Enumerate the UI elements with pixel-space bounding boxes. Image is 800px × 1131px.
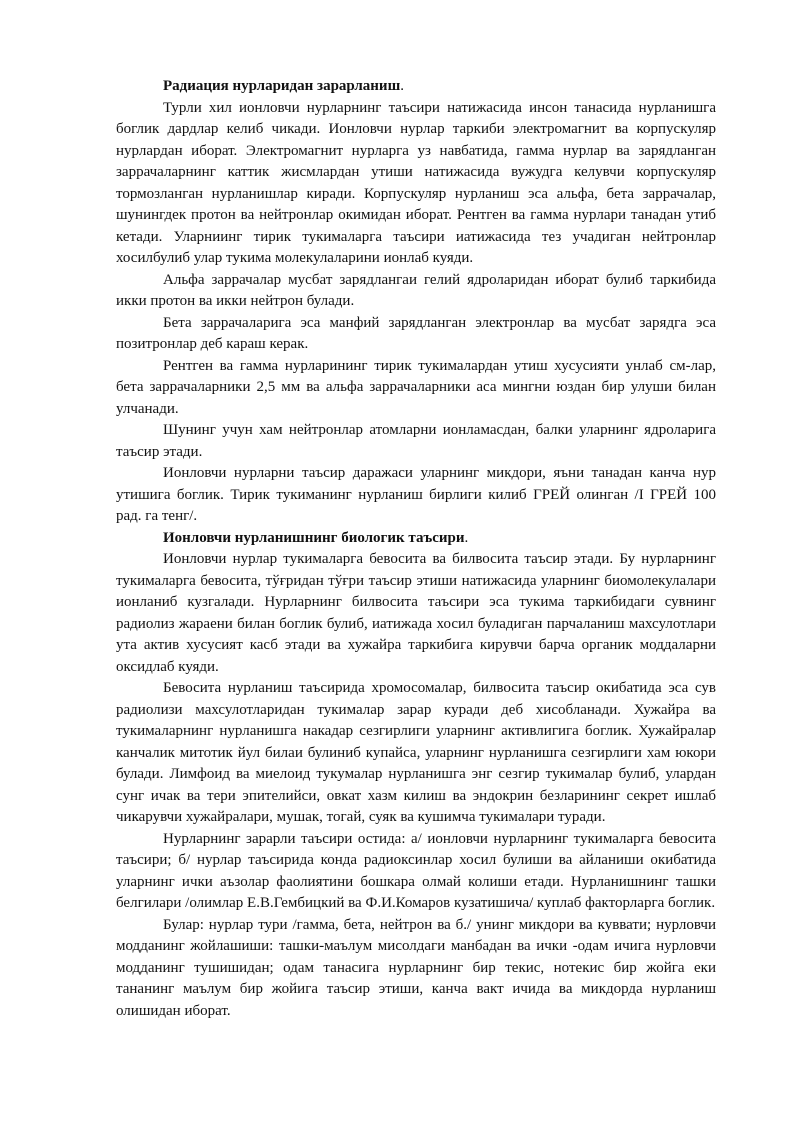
heading-period: . [400,78,404,94]
paragraph: Ионловчи нурларни таъсир даражаси уларнинг микдори, яъни танадан канча нур утишига боглик. Тирик тукиманинг нурланиш бирлиги килиб ГРЕЙ олинган /I ГРЕЙ 100 рад. га тенг/. [116,465,716,524]
heading-text: Радиация нурларидан зарарланиш [163,78,401,94]
paragraph: Бета заррачаларига эса манфий зарядланган электронлар ва мусбат зарядга эса позитронлар деб караш керак. [116,314,716,352]
heading-period: . [464,529,469,546]
paragraph: Альфа заррачалар мусбат зарядлангаи гелий ядроларидан иборат булиб таркибида икки протон ва икки нейтрон булади. [116,271,716,309]
paragraph: Булар: нурлар тури /гамма, бета, нейтрон ва б./ унинг микдори ва куввати; нурловчи модданинг жойлашиши: ташки-маълум мисолдаги манбадан ва ички -одам ичига нурловчи модданинг тушишидан; одам танасига нурларнинг бир текис, нотекис бир жойга еки тананинг маълум бир жойига таъсир этиши, канча вакт ичида ва микдорда нурланиш олишидан иборат. [116,916,716,1019]
paragraph: Турли хил ионловчи нурларнинг таъсири натижасида инсон танасида нурланишга боглик дардлар келиб чикади. Ионловчи нурлар таркиби электромагнит ва корпускуляр нурлардан иборат. Электромагнит нурларга уз навбатида, гамма нурлар ва зарядланган заррачаларнинг каттик жисмлардан утиши натижасида вужудга келувчи корпускуляр тормозланган нурланишлар киради. Корпускуляр нурланиш эса альфа, бета заррачалар, шунингдек протон ва нейтронлар окимидан иборат. Рентген ва гамма нурлари танадан утиб кетади. Уларниинг тирик тукималарга таъсири иатижасида тез учадиган нейтронлар хосилбулиб улар тукима молекулаларини ионлаб куяди. [116,99,716,266]
paragraph: Бевосита нурланиш таъсирида хромосомалар, билвосита таъсир окибатида эса сув радиолизи махсулотларидан тукималар зарар куради деб хисобланади. Хужайра ва тукималарнинг нурланишга накадар сезгирлиги уларнинг активлигига боглик. Хужайралар канчалик митотик йул билаи булиниб купайса, уларнинг нурланишга сезгирлиги хам юкори булади. Лимфоид ва миелоид тукумалар нурланишга энг сезгир тукималар булиб, улардан сунг ичак ва тери эпителийси, овкат хазм килиш ва эндокрин безларининг секрет ишлаб чикарувчи хужайралари, мушак, тогай, суяк ва кушимча тукималари туради. [116,680,716,825]
paragraph: Ионловчи нурлар тукималарга бевосита ва билвосита таъсир этади. Бу нурларнинг тукималарга бевосита, тўғридан тўғри таъсир этиши натижасида уларнинг биомолекулалари ионланиб кузгалади. Нурларнинг билвосита таъсири эса тукима таркибидаги сувнинг радиолиз жараени билан боглик булиб, иатижада хосил буладиган парчаланиш махсулотлари ута актив хусусият касб этади ва хужайра таркибига кирувчи барча органик моддаларни оксидлаб куяди. [116,551,716,675]
paragraph: Нурларнинг зарарли таъсири остида: а/ ионловчи нурларнинг тукималарга бевосита таъсири; б/ нурлар таъсирида конда радиоксинлар хосил булиши ва айланиши окибатида уларнинг ички аъзолар фаолиятини бошкара олмай колиши етади. Нурланишнинг ташки белгилари /олимлар Е.В.Гембицкий ва Ф.И.Комаров кузатишича/ куплаб факторларга боглик. [116,830,716,911]
heading-text: Ионловчи нурланишнинг биологик таъсири [163,529,465,546]
section-heading-radiation-damage [116,76,716,98]
paragraph: Рентген ва гамма нурларининг тирик тукималардан утиш хусусияти унлаб см-лар, бета заррачаларники 2,5 мм ва альфа заррачаларники аса мингни юздан бир улуши билан улчанади. [116,357,716,417]
paragraph: Шунинг учун хам нейтронлар атомларни ионламасдан, балки уларнинг ядроларига таъсир этади. [116,422,716,460]
section-heading-biological-effect [116,528,716,550]
